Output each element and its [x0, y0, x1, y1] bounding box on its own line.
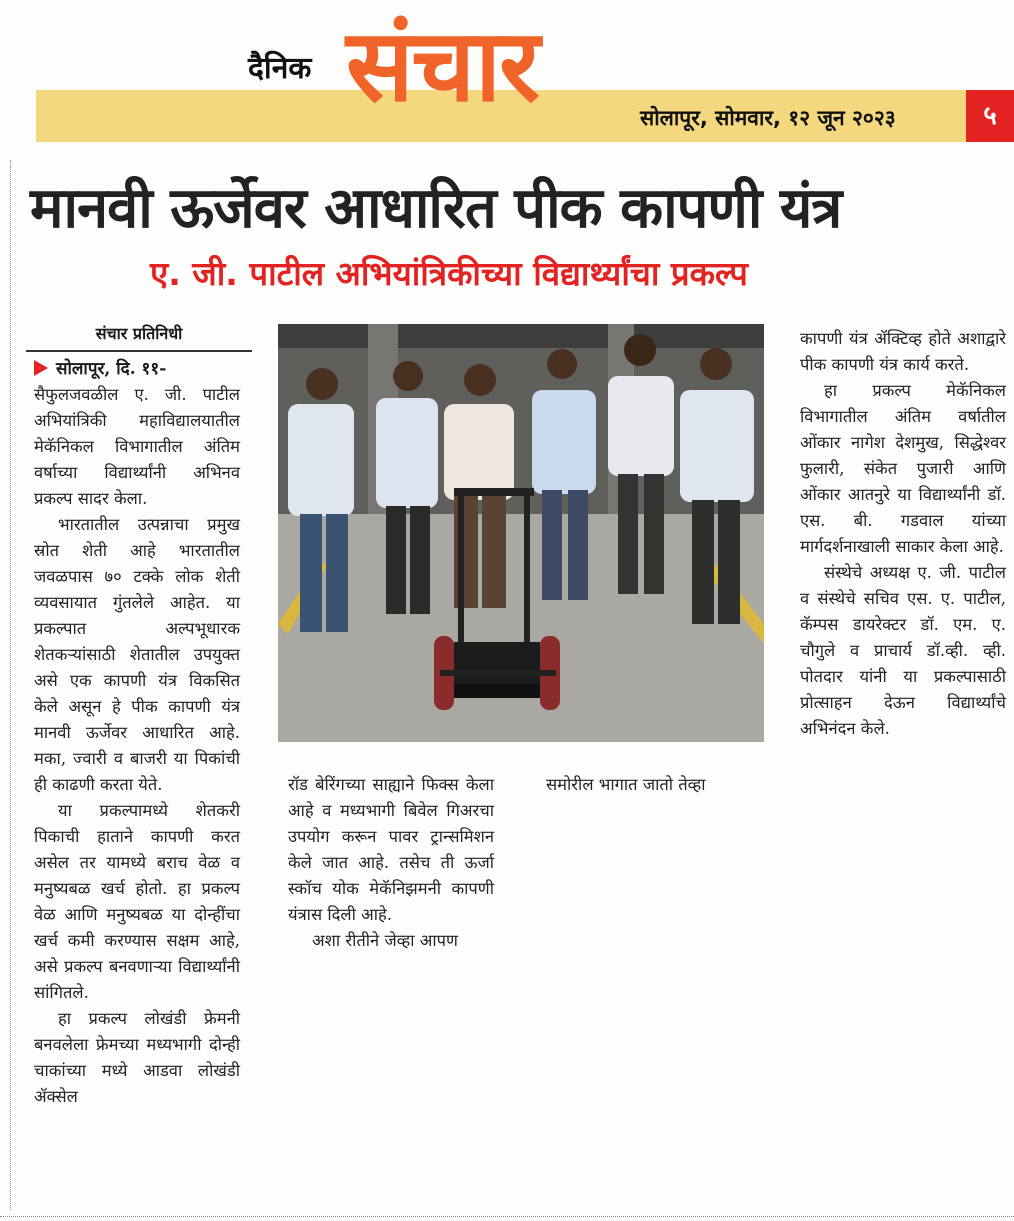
dateline-marker-icon — [34, 360, 48, 376]
left-border — [10, 160, 11, 1210]
column-2 — [288, 772, 494, 954]
masthead — [0, 0, 1014, 150]
paragraph: भारतातील उत्पन्नाचा प्रमुख स्रोत शेती आहे भारतातील जवळपास ७० टक्के लोक शेती व्यवसायात गुंतलेले आहेत. या प्रकल्पात अल्पभूधारक शेतकऱ्यांसाठी शेतातील उपयुक्त असे एक कापणी यंत्र विकसित केले असून हे पीक कापणी यंत्र मानवी ऊर्जेवर आधारित आहे. मका, ज्वारी व बाजरी या पिकांची ही काढणी करता येते. — [34, 515, 240, 794]
bottom-border — [0, 1216, 1014, 1217]
dateline — [34, 356, 166, 379]
page-number-badge: ५ — [966, 90, 1014, 142]
masthead-dainik: दैनिक — [248, 51, 312, 86]
paragraph: या प्रकल्पामध्ये शेतकरी पिकाची हाताने कापणी करत असेल तर यामध्ये बराच वेळ व मनुष्यबळ खर्च होतो. हा प्रकल्प वेळ आणि मनुष्यबळ या दोन्हींचा खर्च कमी करण्यास सक्षम आहे, असे प्रकल्प बनवणाऱ्या विद्यार्थ्यांनी सांगितले. — [34, 801, 240, 1002]
paragraph: हा प्रकल्प लोखंडी फ्रेमनी बनवलेला फ्रेमच्या मध्यभागी दोन्ही चाकांच्या मध्ये आडवा लोखंडी ॲक्सेल — [34, 1009, 240, 1106]
dateline-text: सोलापूर, दि. ११- — [56, 359, 167, 379]
paragraph: हा प्रकल्प मेकॅनिकल विभागातील अंतिम वर्षातील ओंकार नागेश देशमुख, सिद्धेश्वर फुलारी, संकेत पुजारी आणि ओंकार आतनुरे या विद्यार्थ्यांनी डॉ. एस. बी. गडवाल यांच्या मार्गदर्शनाखाली साकार केला आहे. — [800, 381, 1006, 556]
paragraph: रॉड बेरिंगच्या साह्याने फिक्स केला आहे व मध्यभागी बिवेल गिअरचा उपयोग करून पावर ट्रान्समिशन केले जात आहे. तसेच ती ऊर्जा स्कॉच योक मेकॅनिझमनी कापणी यंत्रास दिली आहे. — [288, 775, 494, 924]
news-photo — [278, 324, 764, 742]
paragraph: कापणी यंत्र ॲक्टिव्ह होते अशाद्वारे पीक कापणी यंत्र कार्य करते. — [800, 329, 1006, 374]
headline: मानवी ऊर्जेवर आधारित पीक कापणी यंत्र — [30, 176, 842, 241]
column-1 — [34, 382, 240, 1110]
column-4 — [800, 326, 1006, 742]
paragraph: समोरील भागात जातो तेव्हा — [546, 775, 706, 794]
column-3 — [546, 772, 752, 798]
paragraph: संस्थेचे अध्यक्ष ए. जी. पाटील व संस्थेचे सचिव एस. ए. पाटील, कॅम्पस डायरेक्टर डॉ. एम. ए. चौगुले व प्राचार्य डॉ.व्ही. व्ही. पोतदार यांनी या प्रकल्पासाठी प्रोत्साहन देऊन विद्यार्थ्यांचे अभिनंदन केले. — [800, 563, 1006, 738]
paragraph: सैफुलजवळील ए. जी. पाटील अभियांत्रिकी महाविद्यालयातील मेकॅनिकल विभागातील अंतिम वर्षाच्या विद्यार्थ्यांनी अभिनव प्रकल्प सादर केला. — [34, 385, 240, 508]
byline: संचार प्रतिनिधी — [26, 322, 252, 352]
paragraph: अशा रीतीने जेव्हा आपण — [312, 931, 458, 950]
subheadline: ए. जी. पाटील अभियांत्रिकीच्या विद्यार्थ्यांचा प्रकल्प — [150, 254, 748, 293]
masthead-date: सोलापूर, सोमवार, १२ जून २०२३ — [640, 106, 896, 130]
masthead-logo: संचार — [346, 7, 538, 124]
